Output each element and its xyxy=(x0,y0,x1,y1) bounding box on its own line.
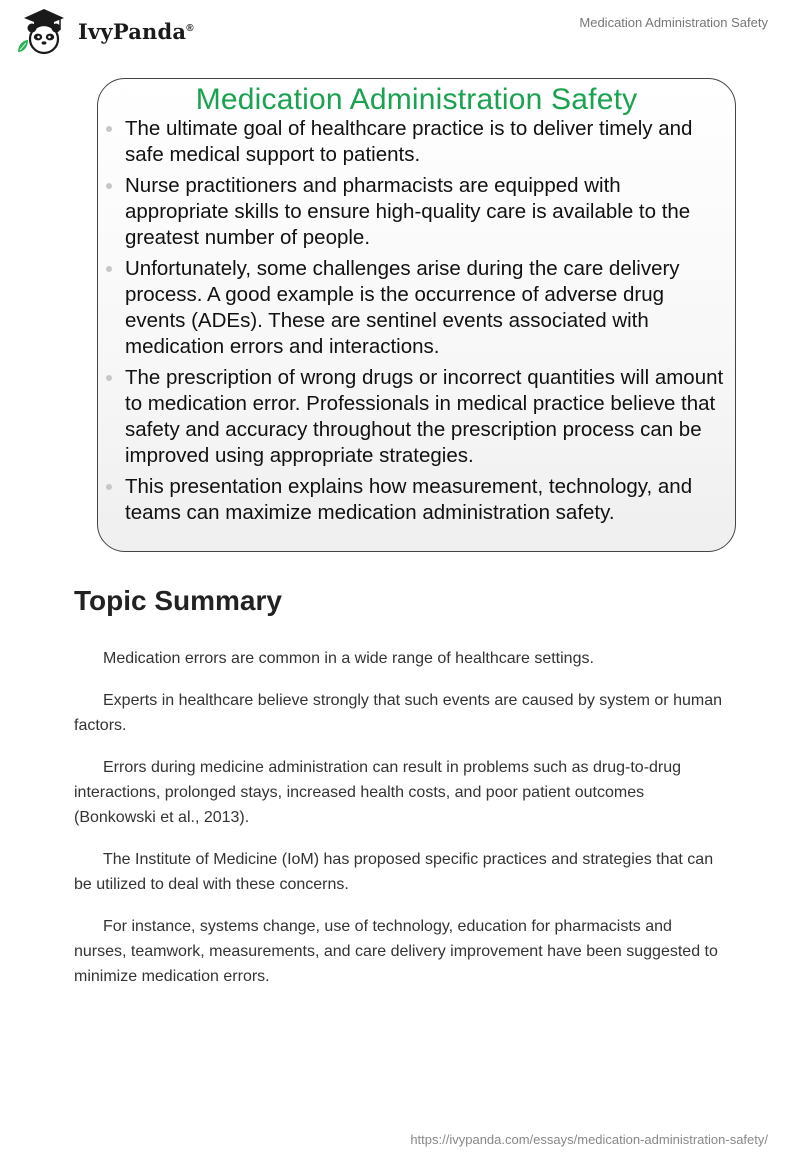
bullet-dot-icon xyxy=(106,126,112,132)
panda-graduate-icon xyxy=(14,6,74,56)
summary-paragraph: Errors during medicine administration can result in problems such as drug-to-drug interactions, prolonged stays, increased health costs, and poor patient outcomes (Bonkowski et al., 2013). xyxy=(74,759,682,826)
brand-name: IvyPanda® xyxy=(78,18,194,44)
page-header xyxy=(0,0,800,60)
slide-image xyxy=(97,78,736,552)
summary-paragraph: For instance, systems change, use of technology, education for pharmacists and nurses, teamwork, measurements, and care delivery improvement have been suggested to minimize medication errors. xyxy=(74,918,718,985)
summary-paragraph: Medication errors are common in a wide range of healthcare settings. xyxy=(103,650,594,667)
slide-title: Medication Administration Safety xyxy=(195,83,638,116)
slide-bullet xyxy=(98,365,735,469)
bullet-dot-icon xyxy=(106,266,112,272)
registered-mark: ® xyxy=(186,22,194,34)
header-doc-title: Medication Administration Safety xyxy=(579,15,768,30)
ivypanda-logo[interactable] xyxy=(14,6,194,56)
slide-bullet-text: The prescription of wrong drugs or incorrect quantities will amount to medication error. Professionals in medical practice believe that safety and accuracy throughout the prescription process can be improved using appropriate strategies. xyxy=(125,366,724,467)
bullet-dot-icon xyxy=(106,375,112,381)
bullet-dot-icon xyxy=(106,183,112,189)
slide-bullet xyxy=(98,256,735,360)
slide-bullet-text: Unfortunately, some challenges arise during the care delivery process. A good example is the occurrence of adverse drug events (ADEs). These are sentinel events associated with medication errors and interactions. xyxy=(125,257,680,358)
source-url[interactable]: https://ivypanda.com/essays/medication-administration-safety/ xyxy=(410,1132,768,1147)
topic-summary-body xyxy=(74,646,724,1006)
topic-summary-heading: Topic Summary xyxy=(74,585,282,616)
summary-paragraph: Experts in healthcare believe strongly that such events are caused by system or human factors. xyxy=(74,692,722,734)
slide-bullet xyxy=(98,116,735,168)
slide-bullet xyxy=(98,474,735,526)
slide-bullet xyxy=(98,173,735,251)
slide-bullet-text: The ultimate goal of healthcare practice is to deliver timely and safe medical support to patients. xyxy=(125,117,693,166)
summary-paragraph: The Institute of Medicine (IoM) has proposed specific practices and strategies that can be utilized to deal with these concerns. xyxy=(74,851,714,893)
bullet-dot-icon xyxy=(106,484,112,490)
slide-bullet-text: This presentation explains how measurement, technology, and teams can maximize medication administration safety. xyxy=(125,475,693,524)
slide-bullet-list xyxy=(98,116,735,531)
slide-bullet-text: Nurse practitioners and pharmacists are equipped with appropriate skills to ensure high-quality care is available to the greatest number of people. xyxy=(125,174,691,249)
